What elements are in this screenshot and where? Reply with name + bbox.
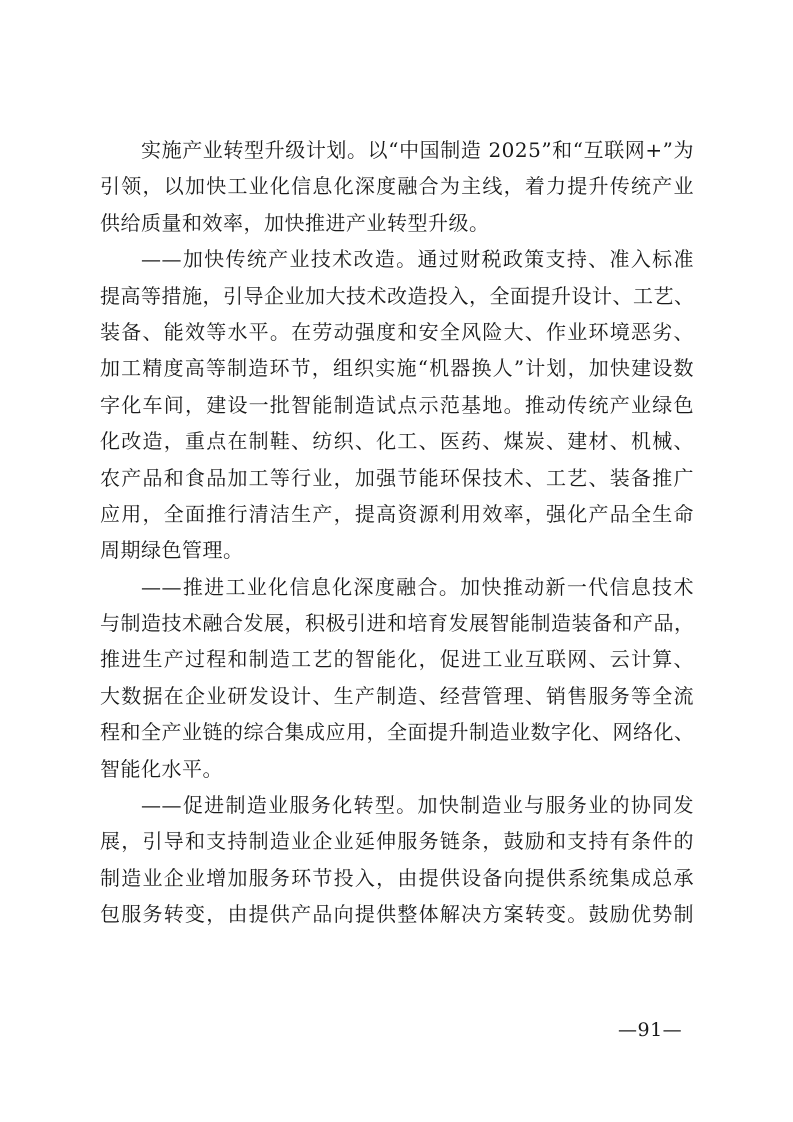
paragraph-line: 制造业企业增加服务环节投入，由提供设备向提供系统集成总承 <box>100 865 694 890</box>
document-body <box>100 132 694 933</box>
paragraph-line: 农产品和食品加工等行业，加强节能环保技术、工艺、装备推广 <box>100 465 694 490</box>
paragraph-line: 装备、能效等水平。在劳动强度和安全风险大、作业环境恶劣、 <box>100 319 694 344</box>
paragraph-line: 供给质量和效率，加快推进产业转型升级。 <box>100 210 490 235</box>
paragraph-line: 引领，以加快工业化信息化深度融合为主线，着力提升传统产业 <box>100 174 694 199</box>
page-number: —91— <box>618 1019 683 1041</box>
paragraph-line: 提高等措施，引导企业加大技术改造投入，全面提升设计、工艺、 <box>100 283 695 308</box>
paragraph-line: 周期绿色管理。 <box>100 538 244 563</box>
paragraph-line: 与制造技术融合发展，积极引进和培育发展智能制造装备和产品， <box>100 611 695 636</box>
paragraph-line: ——促进制造业服务化转型。加快制造业与服务业的协同发 <box>141 793 694 818</box>
paragraph-line: 智能化水平。 <box>100 756 223 781</box>
paragraph-line: 推进生产过程和制造工艺的智能化，促进工业互联网、云计算、 <box>100 647 694 672</box>
paragraph-line: ——加快传统产业技术改造。通过财税政策支持、准入标准 <box>141 247 694 272</box>
paragraph-line: 大数据在企业研发设计、生产制造、经营管理、销售服务等全流 <box>100 683 694 708</box>
paragraph-line: 包服务转变，由提供产品向提供整体解决方案转变。鼓励优势制 <box>100 902 694 927</box>
paragraph-line: 实施产业转型升级计划。以“中国制造 2025”和“互联网+”为 <box>141 138 694 162</box>
paragraph-line: 程和全产业链的综合集成应用，全面提升制造业数字化、网络化、 <box>100 720 695 745</box>
paragraph-line: 化改造，重点在制鞋、纺织、化工、医药、煤炭、建材、机械、 <box>100 429 694 454</box>
paragraph-line: 字化车间，建设一批智能制造试点示范基地。推动传统产业绿色 <box>100 392 694 417</box>
paragraph-line: 应用，全面推行清洁生产，提高资源利用效率，强化产品全生命 <box>100 501 694 526</box>
paragraph-line: 展，引导和支持制造业企业延伸服务链条，鼓励和支持有条件的 <box>100 829 694 854</box>
paragraph-line: 加工精度高等制造环节，组织实施“机器换人”计划，加快建设数 <box>100 356 694 381</box>
paragraph-line: ——推进工业化信息化深度融合。加快推动新一代信息技术 <box>141 574 694 599</box>
